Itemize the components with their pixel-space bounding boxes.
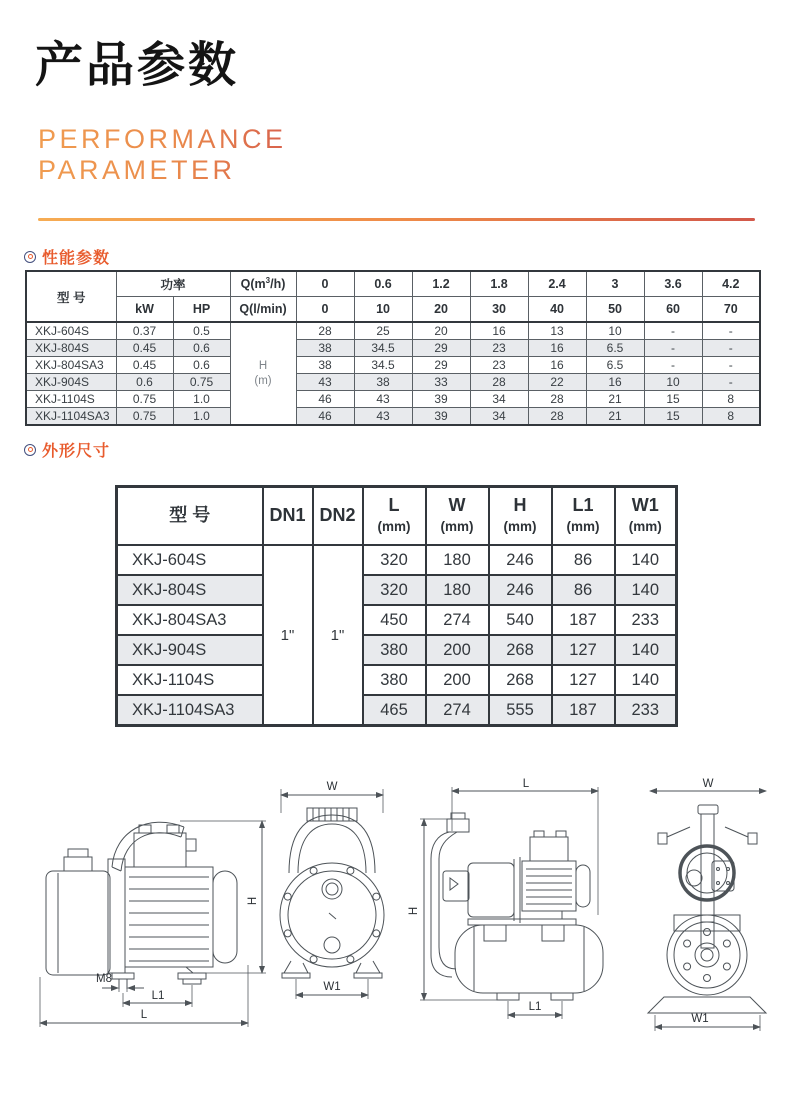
value-cell: 29 bbox=[412, 357, 470, 374]
value-cell: - bbox=[702, 322, 760, 340]
value-cell: 13 bbox=[528, 322, 586, 340]
table-row bbox=[26, 357, 760, 374]
kw-cell: 0.6 bbox=[116, 374, 173, 391]
model-cell: XKJ-1104SA3 bbox=[117, 695, 263, 726]
value-cell: 320 bbox=[363, 575, 426, 605]
value-cell: 140 bbox=[615, 545, 677, 575]
value-cell: 15 bbox=[644, 408, 702, 426]
head-unit-cell: H (m) bbox=[230, 322, 296, 425]
col-l: L (mm) bbox=[363, 487, 426, 546]
col-model: 型 号 bbox=[26, 271, 116, 322]
model-cell: XKJ-604S bbox=[117, 545, 263, 575]
value-cell: 43 bbox=[354, 391, 412, 408]
kw-cell: 0.75 bbox=[116, 408, 173, 426]
flow-lmin-1: 10 bbox=[354, 297, 412, 323]
value-cell: 233 bbox=[615, 605, 677, 635]
value-cell: 274 bbox=[426, 605, 489, 635]
table-row bbox=[26, 340, 760, 357]
value-cell: 127 bbox=[552, 665, 615, 695]
dim-label-h: H bbox=[408, 906, 420, 916]
value-cell: 16 bbox=[470, 322, 528, 340]
value-cell: 28 bbox=[528, 408, 586, 426]
perf-header-row-2 bbox=[26, 297, 760, 323]
model-cell: XKJ-904S bbox=[26, 374, 116, 391]
value-cell: 86 bbox=[552, 575, 615, 605]
value-cell: 268 bbox=[489, 665, 552, 695]
flow-m3h-3: 1.8 bbox=[470, 271, 528, 297]
value-cell: 127 bbox=[552, 635, 615, 665]
value-cell: 268 bbox=[489, 635, 552, 665]
col-w: W (mm) bbox=[426, 487, 489, 546]
value-cell: - bbox=[702, 374, 760, 391]
value-cell: 180 bbox=[426, 575, 489, 605]
value-cell: 34.5 bbox=[354, 357, 412, 374]
table-row bbox=[117, 575, 677, 605]
value-cell: 28 bbox=[296, 322, 354, 340]
value-cell: 33 bbox=[412, 374, 470, 391]
model-cell: XKJ-1104S bbox=[26, 391, 116, 408]
value-cell: 140 bbox=[615, 635, 677, 665]
value-cell: 200 bbox=[426, 665, 489, 695]
value-cell: 43 bbox=[354, 408, 412, 426]
col-dn2: DN2 bbox=[313, 487, 363, 546]
model-cell: XKJ-904S bbox=[117, 635, 263, 665]
value-cell: 540 bbox=[489, 605, 552, 635]
value-cell: 46 bbox=[296, 391, 354, 408]
value-cell: 140 bbox=[615, 665, 677, 695]
kw-cell: 0.45 bbox=[116, 357, 173, 374]
value-cell: 380 bbox=[363, 665, 426, 695]
value-cell: 46 bbox=[296, 408, 354, 426]
col-flow-m3h: $Q(m^3/h)$ bbox=[230, 271, 296, 297]
booster-side-view-drawing bbox=[408, 778, 603, 1019]
hp-cell: 0.6 bbox=[173, 357, 230, 374]
value-cell: - bbox=[644, 322, 702, 340]
hp-cell: 1.0 bbox=[173, 391, 230, 408]
col-h: H (mm) bbox=[489, 487, 552, 546]
hp-cell: 0.75 bbox=[173, 374, 230, 391]
value-cell: 140 bbox=[615, 575, 677, 605]
flow-m3h-5: 3 bbox=[586, 271, 644, 297]
value-cell: 21 bbox=[586, 408, 644, 426]
value-cell: 187 bbox=[552, 605, 615, 635]
model-cell: XKJ-804S bbox=[26, 340, 116, 357]
dim-label-w1: W1 bbox=[323, 981, 341, 993]
flow-m3h-1: 0.6 bbox=[354, 271, 412, 297]
dim-label-l: L bbox=[140, 1009, 148, 1021]
value-cell: - bbox=[644, 340, 702, 357]
value-cell: 8 bbox=[702, 391, 760, 408]
dim-label-m8: M8 bbox=[96, 973, 112, 985]
kw-cell: 0.75 bbox=[116, 391, 173, 408]
value-cell: 8 bbox=[702, 408, 760, 426]
col-dn1: DN1 bbox=[263, 487, 313, 546]
dim-label-w1: W1 bbox=[691, 1013, 709, 1025]
value-cell: 28 bbox=[470, 374, 528, 391]
value-cell: 465 bbox=[363, 695, 426, 726]
value-cell: 22 bbox=[528, 374, 586, 391]
dim-label-l: L bbox=[522, 778, 530, 790]
hp-cell: 0.5 bbox=[173, 322, 230, 340]
section-dimensions-header bbox=[24, 438, 110, 461]
gradient-divider bbox=[38, 218, 755, 221]
pump-front-view-drawing bbox=[280, 781, 384, 999]
hp-cell: 1.0 bbox=[173, 408, 230, 426]
dn1-cell: 1" bbox=[263, 545, 313, 726]
dim-label-l1: L1 bbox=[528, 1001, 542, 1013]
model-cell: XKJ-804SA3 bbox=[26, 357, 116, 374]
pump-side-view-drawing bbox=[40, 821, 266, 1027]
dim-label-w: W bbox=[326, 781, 338, 793]
value-cell: 233 bbox=[615, 695, 677, 726]
value-cell: 28 bbox=[528, 391, 586, 408]
value-cell: 38 bbox=[296, 340, 354, 357]
value-cell: 34 bbox=[470, 408, 528, 426]
kw-cell: 0.37 bbox=[116, 322, 173, 340]
dim-label-l1: L1 bbox=[151, 990, 165, 1002]
flow-lmin-7: 70 bbox=[702, 297, 760, 323]
value-cell: 39 bbox=[412, 391, 470, 408]
value-cell: 43 bbox=[296, 374, 354, 391]
subtitle-line-2: PARAMETER bbox=[38, 155, 236, 185]
page-title: 产品参数 bbox=[35, 39, 240, 92]
value-cell: 34.5 bbox=[354, 340, 412, 357]
value-cell: 86 bbox=[552, 545, 615, 575]
flow-lmin-4: 40 bbox=[528, 297, 586, 323]
table-row bbox=[26, 322, 760, 340]
booster-front-view-drawing bbox=[648, 778, 766, 1031]
value-cell: - bbox=[644, 357, 702, 374]
value-cell: 274 bbox=[426, 695, 489, 726]
value-cell: 6.5 bbox=[586, 357, 644, 374]
col-hp: HP bbox=[173, 297, 230, 323]
flow-lmin-2: 20 bbox=[412, 297, 470, 323]
double-ring-icon bbox=[24, 251, 36, 263]
model-cell: XKJ-1104S bbox=[117, 665, 263, 695]
section-dimensions-label: 外形尺寸 bbox=[42, 443, 111, 460]
value-cell: 10 bbox=[586, 322, 644, 340]
flow-lmin-0: 0 bbox=[296, 297, 354, 323]
kw-cell: 0.45 bbox=[116, 340, 173, 357]
flow-m3h-7: 4.2 bbox=[702, 271, 760, 297]
value-cell: 20 bbox=[412, 322, 470, 340]
table-row bbox=[26, 391, 760, 408]
table-row bbox=[117, 605, 677, 635]
model-cell: XKJ-804S bbox=[117, 575, 263, 605]
col-power: 功率 bbox=[116, 271, 230, 297]
value-cell: 450 bbox=[363, 605, 426, 635]
value-cell: 21 bbox=[586, 391, 644, 408]
table-row bbox=[117, 635, 677, 665]
value-cell: 34 bbox=[470, 391, 528, 408]
table-row bbox=[117, 545, 677, 575]
value-cell: 16 bbox=[528, 340, 586, 357]
flow-m3h-4: 2.4 bbox=[528, 271, 586, 297]
model-cell: XKJ-604S bbox=[26, 322, 116, 340]
value-cell: 6.5 bbox=[586, 340, 644, 357]
col-flow-lmin: Q(l/min) bbox=[230, 297, 296, 323]
value-cell: 39 bbox=[412, 408, 470, 426]
value-cell: 200 bbox=[426, 635, 489, 665]
value-cell: 38 bbox=[296, 357, 354, 374]
value-cell: 23 bbox=[470, 357, 528, 374]
value-cell: 246 bbox=[489, 545, 552, 575]
section-performance-label: 性能参数 bbox=[42, 250, 111, 267]
performance-table bbox=[25, 270, 761, 426]
model-cell: XKJ-1104SA3 bbox=[26, 408, 116, 426]
hp-cell: 0.6 bbox=[173, 340, 230, 357]
value-cell: 180 bbox=[426, 545, 489, 575]
value-cell: 16 bbox=[586, 374, 644, 391]
page-subtitle bbox=[38, 124, 287, 186]
flow-m3h-6: 3.6 bbox=[644, 271, 702, 297]
value-cell: 25 bbox=[354, 322, 412, 340]
value-cell: 23 bbox=[470, 340, 528, 357]
double-ring-icon bbox=[24, 444, 36, 456]
value-cell: - bbox=[702, 357, 760, 374]
value-cell: 555 bbox=[489, 695, 552, 726]
table-row bbox=[117, 665, 677, 695]
value-cell: 16 bbox=[528, 357, 586, 374]
value-cell: 320 bbox=[363, 545, 426, 575]
value-cell: 187 bbox=[552, 695, 615, 726]
technical-drawings bbox=[0, 775, 790, 1075]
col-model: 型 号 bbox=[117, 487, 263, 546]
dim-label-h: H bbox=[247, 896, 259, 906]
section-performance-header bbox=[24, 245, 110, 268]
table-row bbox=[26, 408, 760, 426]
dim-label-w: W bbox=[702, 778, 714, 790]
dn2-cell: 1" bbox=[313, 545, 363, 726]
value-cell: 38 bbox=[354, 374, 412, 391]
value-cell: 380 bbox=[363, 635, 426, 665]
col-kw: kW bbox=[116, 297, 173, 323]
model-cell: XKJ-804SA3 bbox=[117, 605, 263, 635]
flow-lmin-5: 50 bbox=[586, 297, 644, 323]
flow-lmin-6: 60 bbox=[644, 297, 702, 323]
flow-m3h-2: 1.2 bbox=[412, 271, 470, 297]
col-l1: L1 (mm) bbox=[552, 487, 615, 546]
table-row bbox=[117, 695, 677, 726]
flow-m3h-0: 0 bbox=[296, 271, 354, 297]
value-cell: - bbox=[702, 340, 760, 357]
flow-lmin-3: 30 bbox=[470, 297, 528, 323]
table-row bbox=[26, 374, 760, 391]
subtitle-line-1: PERFORMANCE bbox=[38, 124, 287, 154]
value-cell: 15 bbox=[644, 391, 702, 408]
value-cell: 246 bbox=[489, 575, 552, 605]
perf-header-row-1 bbox=[26, 271, 760, 297]
dimension-table bbox=[115, 485, 678, 727]
col-w1: W1 (mm) bbox=[615, 487, 677, 546]
value-cell: 29 bbox=[412, 340, 470, 357]
value-cell: 10 bbox=[644, 374, 702, 391]
dims-header-row bbox=[117, 487, 677, 546]
